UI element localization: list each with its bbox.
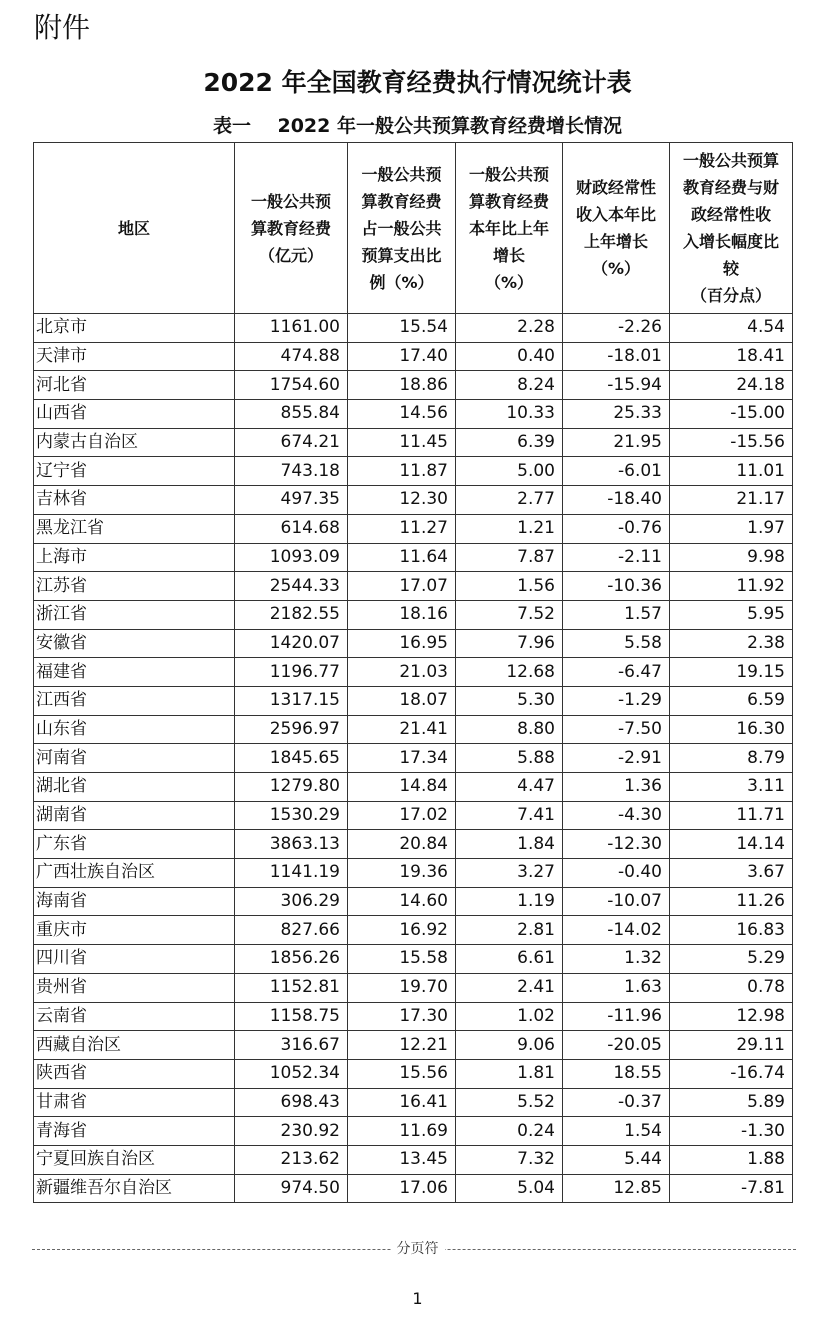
edu-growth-cell: 0.24 [456,1117,563,1146]
share-cell: 17.07 [348,572,456,601]
share-cell: 20.84 [348,830,456,859]
difference-cell: 5.29 [670,945,793,974]
share-cell: 17.30 [348,1002,456,1031]
header-line: 政经常性收 [690,205,771,224]
share-cell: 15.56 [348,1059,456,1088]
table-row [34,887,793,916]
difference-cell: 18.41 [670,342,793,371]
table-row [34,1002,793,1031]
page-break-label: 分页符 [0,1240,835,1258]
edu-growth-cell: 9.06 [456,1031,563,1060]
share-cell: 11.45 [348,428,456,457]
revenue-growth-cell: 25.33 [563,400,670,429]
revenue-growth-cell: -10.07 [563,887,670,916]
edu-funding-cell: 316.67 [235,1031,348,1060]
revenue-growth-cell: 1.57 [563,600,670,629]
page-number: 1 [412,1289,423,1308]
difference-cell: 14.14 [670,830,793,859]
share-cell: 13.45 [348,1145,456,1174]
difference-cell: 6.59 [670,686,793,715]
edu-growth-cell: 8.24 [456,371,563,400]
table-row [34,715,793,744]
region-cell: 江苏省 [34,572,235,601]
edu-funding-cell: 306.29 [235,887,348,916]
edu-growth-cell: 7.96 [456,629,563,658]
table-row [34,1174,793,1203]
header-line: （百分点） [690,286,771,305]
edu-funding-cell: 1141.19 [235,859,348,888]
revenue-growth-cell: -7.50 [563,715,670,744]
header-line: （%） [591,259,641,278]
revenue-growth-cell: -0.76 [563,514,670,543]
share-cell: 12.21 [348,1031,456,1060]
table-row [34,830,793,859]
edu-growth-cell: 6.61 [456,945,563,974]
header-region [34,143,235,314]
revenue-growth-cell: -18.01 [563,342,670,371]
revenue-growth-cell: -12.30 [563,830,670,859]
header-line: 算教育经费 [250,218,331,238]
share-cell: 21.41 [348,715,456,744]
revenue-growth-cell: -11.96 [563,1002,670,1031]
edu-growth-cell: 2.28 [456,314,563,343]
table-subtitle [0,112,835,140]
region-cell: 安徽省 [34,629,235,658]
header-growth-difference [670,143,793,314]
region-cell: 西藏自治区 [34,1031,235,1060]
table-row [34,1088,793,1117]
edu-growth-cell: 12.68 [456,658,563,687]
difference-cell: -15.56 [670,428,793,457]
table-row [34,629,793,658]
region-cell: 新疆维吾尔自治区 [34,1174,235,1203]
edu-funding-cell: 1856.26 [235,945,348,974]
region-cell: 湖北省 [34,773,235,802]
region-cell: 重庆市 [34,916,235,945]
header-line: 算教育经费 [361,191,442,211]
header-line: 较 [722,259,739,278]
edu-growth-cell: 1.21 [456,514,563,543]
edu-growth-cell: 7.52 [456,600,563,629]
region-cell: 浙江省 [34,600,235,629]
edu-funding-cell: 1158.75 [235,1002,348,1031]
difference-cell: 16.30 [670,715,793,744]
header-line: 占一般公共 [361,218,442,238]
difference-cell: 1.88 [670,1145,793,1174]
edu-funding-cell: 1754.60 [235,371,348,400]
education-funding-table [33,142,793,1203]
edu-growth-cell: 1.19 [456,887,563,916]
table-row [34,314,793,343]
revenue-growth-cell: -14.02 [563,916,670,945]
region-cell: 黑龙江省 [34,514,235,543]
revenue-growth-cell: 5.44 [563,1145,670,1174]
edu-growth-cell: 2.41 [456,973,563,1002]
table-row [34,572,793,601]
share-cell: 17.02 [348,801,456,830]
edu-funding-cell: 1196.77 [235,658,348,687]
share-cell: 14.60 [348,887,456,916]
edu-funding-cell: 614.68 [235,514,348,543]
difference-cell: 1.97 [670,514,793,543]
revenue-growth-cell: -6.01 [563,457,670,486]
revenue-growth-cell: 1.32 [563,945,670,974]
share-cell: 18.07 [348,686,456,715]
table-row [34,1059,793,1088]
region-cell: 吉林省 [34,486,235,515]
revenue-growth-cell: -20.05 [563,1031,670,1060]
difference-cell: -1.30 [670,1117,793,1146]
edu-funding-cell: 3863.13 [235,830,348,859]
header-line: 财政经常性 [575,178,656,197]
revenue-growth-cell: -6.47 [563,658,670,687]
table-row [34,1031,793,1060]
region-cell: 天津市 [34,342,235,371]
share-cell: 11.27 [348,514,456,543]
region-cell: 河南省 [34,744,235,773]
difference-cell: 11.92 [670,572,793,601]
share-cell: 17.34 [348,744,456,773]
difference-cell: -7.81 [670,1174,793,1203]
edu-growth-cell: 1.81 [456,1059,563,1088]
header-share-of-expenditure [348,143,456,314]
share-cell: 18.16 [348,600,456,629]
difference-cell: 5.95 [670,600,793,629]
edu-funding-cell: 743.18 [235,457,348,486]
edu-growth-cell: 5.52 [456,1088,563,1117]
table-row [34,744,793,773]
table-caption: 2022 年一般公共预算教育经费增长情况 [277,115,622,137]
table-row [34,658,793,687]
share-cell: 11.69 [348,1117,456,1146]
difference-cell: 11.71 [670,801,793,830]
edu-growth-cell: 1.84 [456,830,563,859]
table-header-row [34,143,793,314]
edu-growth-cell: 8.80 [456,715,563,744]
edu-growth-cell: 2.77 [456,486,563,515]
region-cell: 广东省 [34,830,235,859]
header-line: （亿元） [258,245,323,265]
region-cell: 福建省 [34,658,235,687]
header-line: （%） [484,272,534,292]
table-row [34,859,793,888]
header-edu-growth [456,143,563,314]
table-row [34,400,793,429]
difference-cell: 9.98 [670,543,793,572]
revenue-growth-cell: -4.30 [563,801,670,830]
table-body [34,314,793,1203]
difference-cell: 11.26 [670,887,793,916]
region-cell: 海南省 [34,887,235,916]
edu-growth-cell: 5.88 [456,744,563,773]
header-line: 上年增长 [583,232,648,251]
table-row [34,1117,793,1146]
region-cell: 上海市 [34,543,235,572]
revenue-growth-cell: 1.36 [563,773,670,802]
share-cell: 19.36 [348,859,456,888]
header-line: 一般公共预 [361,164,442,184]
region-cell: 陕西省 [34,1059,235,1088]
edu-growth-cell: 7.32 [456,1145,563,1174]
table-row [34,686,793,715]
revenue-growth-cell: 1.54 [563,1117,670,1146]
table-row [34,543,793,572]
region-cell: 贵州省 [34,973,235,1002]
header-line: 本年比上年 [468,218,549,238]
edu-growth-cell: 7.41 [456,801,563,830]
header-line: 一般公共预 [250,191,331,211]
table-row [34,514,793,543]
difference-cell: 24.18 [670,371,793,400]
attachment-label: 附件 [34,11,91,44]
edu-funding-cell: 855.84 [235,400,348,429]
region-cell: 山东省 [34,715,235,744]
revenue-growth-cell: 21.95 [563,428,670,457]
edu-funding-cell: 674.21 [235,428,348,457]
share-cell: 11.87 [348,457,456,486]
table-row [34,428,793,457]
share-cell: 15.54 [348,314,456,343]
edu-funding-cell: 230.92 [235,1117,348,1146]
region-cell: 湖南省 [34,801,235,830]
revenue-growth-cell: -1.29 [563,686,670,715]
region-cell: 河北省 [34,371,235,400]
edu-funding-cell: 213.62 [235,1145,348,1174]
edu-funding-cell: 1152.81 [235,973,348,1002]
table-row [34,371,793,400]
difference-cell: 19.15 [670,658,793,687]
difference-cell: -15.00 [670,400,793,429]
share-cell: 11.64 [348,543,456,572]
header-line: 入增长幅度比 [682,232,779,251]
header-revenue-growth [563,143,670,314]
edu-growth-cell: 2.81 [456,916,563,945]
edu-growth-cell: 7.87 [456,543,563,572]
edu-growth-cell: 5.30 [456,686,563,715]
edu-funding-cell: 2596.97 [235,715,348,744]
table-row [34,457,793,486]
share-cell: 12.30 [348,486,456,515]
revenue-growth-cell: -0.37 [563,1088,670,1117]
edu-funding-cell: 474.88 [235,342,348,371]
table-row [34,486,793,515]
difference-cell: 12.98 [670,1002,793,1031]
region-cell: 山西省 [34,400,235,429]
difference-cell: 29.11 [670,1031,793,1060]
share-cell: 17.40 [348,342,456,371]
difference-cell: -16.74 [670,1059,793,1088]
header-line: 地区 [117,218,150,238]
table-row [34,945,793,974]
edu-funding-cell: 2182.55 [235,600,348,629]
revenue-growth-cell: 12.85 [563,1174,670,1203]
difference-cell: 0.78 [670,973,793,1002]
revenue-growth-cell: -0.40 [563,859,670,888]
region-cell: 甘肃省 [34,1088,235,1117]
region-cell: 广西壮族自治区 [34,859,235,888]
edu-funding-cell: 1052.34 [235,1059,348,1088]
revenue-growth-cell: -15.94 [563,371,670,400]
revenue-growth-cell: 1.63 [563,973,670,1002]
share-cell: 21.03 [348,658,456,687]
difference-cell: 2.38 [670,629,793,658]
difference-cell: 8.79 [670,744,793,773]
edu-funding-cell: 827.66 [235,916,348,945]
edu-growth-cell: 3.27 [456,859,563,888]
edu-funding-cell: 1845.65 [235,744,348,773]
header-line: 算教育经费 [468,191,549,211]
edu-funding-cell: 1279.80 [235,773,348,802]
edu-funding-cell: 1420.07 [235,629,348,658]
region-cell: 内蒙古自治区 [34,428,235,457]
table-row [34,600,793,629]
region-cell: 辽宁省 [34,457,235,486]
share-cell: 16.41 [348,1088,456,1117]
difference-cell: 3.11 [670,773,793,802]
edu-growth-cell: 1.02 [456,1002,563,1031]
edu-funding-cell: 2544.33 [235,572,348,601]
edu-growth-cell: 6.39 [456,428,563,457]
table-row [34,1145,793,1174]
header-line: 教育经费与财 [682,178,779,197]
revenue-growth-cell: -10.36 [563,572,670,601]
revenue-growth-cell: -2.91 [563,744,670,773]
edu-funding-cell: 1161.00 [235,314,348,343]
edu-growth-cell: 0.40 [456,342,563,371]
region-cell: 北京市 [34,314,235,343]
revenue-growth-cell: 18.55 [563,1059,670,1088]
edu-growth-cell: 4.47 [456,773,563,802]
region-cell: 江西省 [34,686,235,715]
table-row [34,916,793,945]
share-cell: 16.95 [348,629,456,658]
region-cell: 青海省 [34,1117,235,1146]
header-line: 例（%） [369,272,434,292]
difference-cell: 16.83 [670,916,793,945]
header-line: 收入本年比 [575,205,656,224]
edu-funding-cell: 1093.09 [235,543,348,572]
header-edu-funding [235,143,348,314]
edu-growth-cell: 5.00 [456,457,563,486]
share-cell: 14.84 [348,773,456,802]
revenue-growth-cell: -2.26 [563,314,670,343]
edu-growth-cell: 10.33 [456,400,563,429]
region-cell: 云南省 [34,1002,235,1031]
difference-cell: 11.01 [670,457,793,486]
share-cell: 18.86 [348,371,456,400]
edu-growth-cell: 1.56 [456,572,563,601]
table-row [34,342,793,371]
region-cell: 四川省 [34,945,235,974]
revenue-growth-cell: -2.11 [563,543,670,572]
header-line: 一般公共预算 [682,151,779,170]
region-cell: 宁夏回族自治区 [34,1145,235,1174]
header-line: 一般公共预 [468,164,549,184]
share-cell: 17.06 [348,1174,456,1203]
difference-cell: 21.17 [670,486,793,515]
edu-funding-cell: 1530.29 [235,801,348,830]
share-cell: 16.92 [348,916,456,945]
difference-cell: 5.89 [670,1088,793,1117]
table-row [34,773,793,802]
edu-funding-cell: 1317.15 [235,686,348,715]
edu-funding-cell: 497.35 [235,486,348,515]
revenue-growth-cell: 5.58 [563,629,670,658]
edu-funding-cell: 698.43 [235,1088,348,1117]
document-title: 2022 年全国教育经费执行情况统计表 [203,68,632,97]
share-cell: 19.70 [348,973,456,1002]
header-line: 预算支出比 [361,245,442,265]
edu-funding-cell: 974.50 [235,1174,348,1203]
table-row [34,801,793,830]
header-line: 增长 [492,245,525,265]
share-cell: 15.58 [348,945,456,974]
table-number: 表一 [213,115,252,137]
difference-cell: 3.67 [670,859,793,888]
table-row [34,973,793,1002]
difference-cell: 4.54 [670,314,793,343]
edu-growth-cell: 5.04 [456,1174,563,1203]
share-cell: 14.56 [348,400,456,429]
revenue-growth-cell: -18.40 [563,486,670,515]
